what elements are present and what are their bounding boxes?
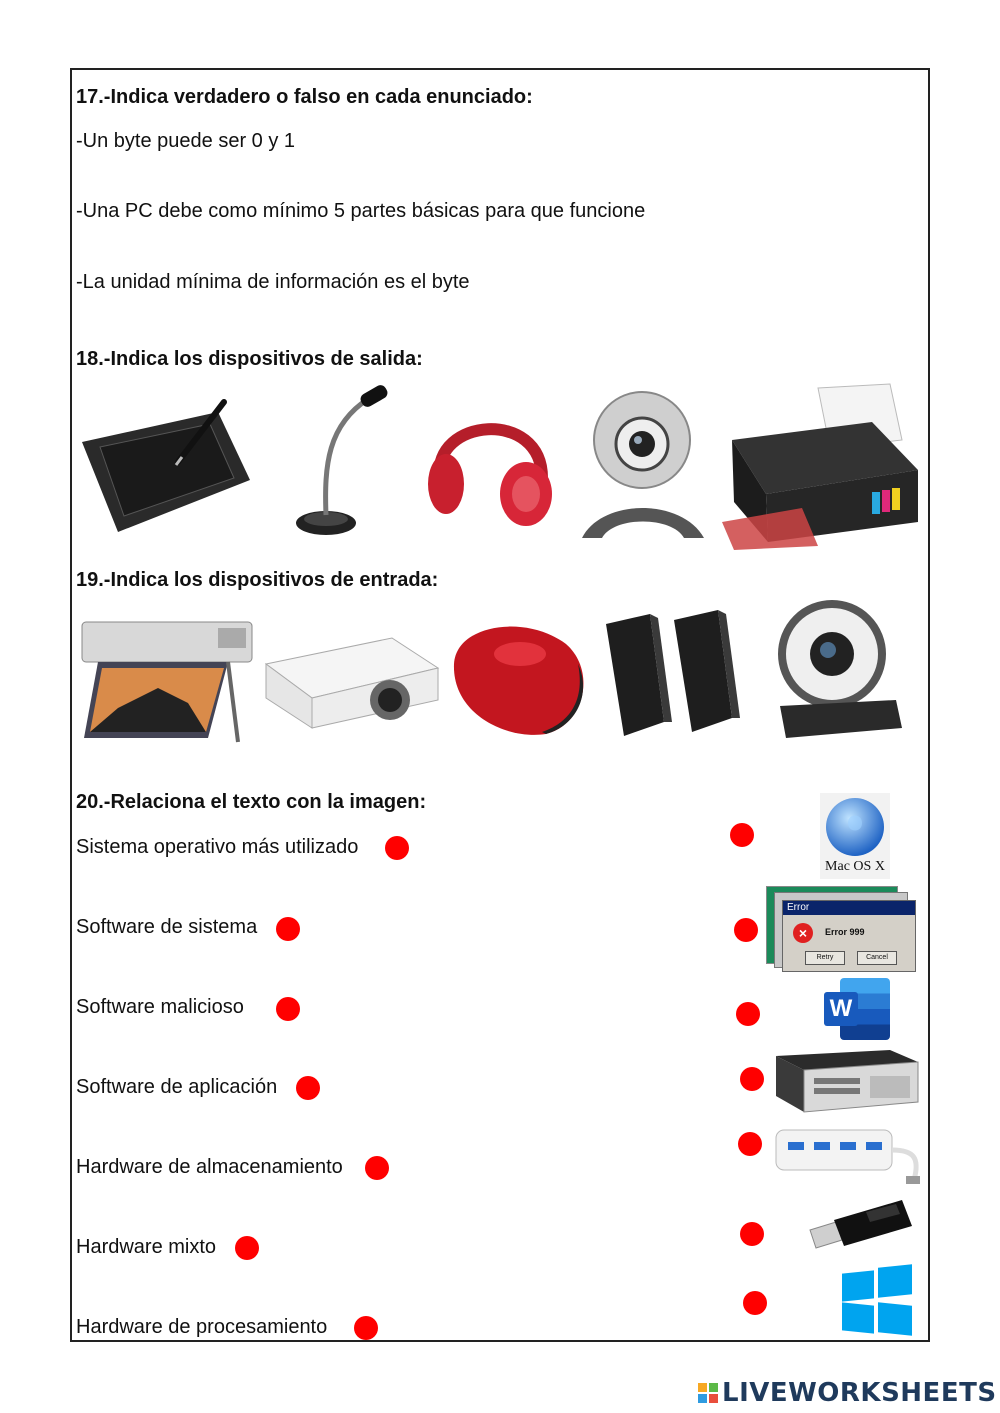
mac-os-x-label: Mac OS X (825, 859, 885, 874)
q20-title: 20.-Relaciona el texto con la imagen: (76, 791, 427, 813)
word-w-icon: W (824, 992, 858, 1026)
word-app-image[interactable] (822, 978, 892, 1042)
q20-item-3: Software malicioso (76, 996, 244, 1018)
q20-right-dot-4[interactable] (740, 1067, 764, 1091)
webcam-image[interactable] (572, 388, 714, 548)
windows-logo-image[interactable] (842, 1264, 914, 1334)
graphics-tablet-image[interactable] (78, 392, 254, 542)
q20-item-2: Software de sistema (76, 916, 258, 938)
projector-image[interactable] (262, 628, 442, 732)
liveworksheets-mark-icon (698, 1383, 718, 1403)
q20-right-dot-3[interactable] (736, 1002, 760, 1026)
mac-logo-icon (820, 793, 890, 857)
q17-statement-3[interactable]: -La unidad mínima de información es el byte (76, 271, 470, 293)
error-dialog-image[interactable] (766, 886, 916, 970)
q20-left-dot-7[interactable] (354, 1316, 378, 1340)
q20-right-dot-6[interactable] (740, 1222, 764, 1246)
q20-left-dot-5[interactable] (365, 1156, 389, 1180)
q19-title: 19.-Indica los dispositivos de entrada: (76, 569, 439, 591)
q17-title: 17.-Indica verdadero o falso en cada enunciado: (76, 86, 533, 108)
q20-left-dot-3[interactable] (276, 997, 300, 1021)
printer-image[interactable] (722, 382, 922, 550)
error-window-title: Error (783, 901, 915, 915)
q20-item-5: Hardware de almacenamiento (76, 1156, 343, 1178)
error-cancel-button: Cancel (857, 951, 897, 965)
mac-os-x-image[interactable] (820, 793, 890, 879)
q20-right-dot-2[interactable] (734, 918, 758, 942)
q20-left-dot-6[interactable] (235, 1236, 259, 1260)
q20-left-dot-1[interactable] (385, 836, 409, 860)
q20-item-1: Sistema operativo más utilizado (76, 836, 359, 858)
q20-left-dot-2[interactable] (276, 917, 300, 941)
microphone-image[interactable] (288, 385, 392, 545)
q17-statement-1[interactable]: -Un byte puede ser 0 y 1 (76, 130, 296, 152)
error-retry-button: Retry (805, 951, 845, 965)
q20-item-7: Hardware de procesamiento (76, 1316, 328, 1338)
headphones-image[interactable] (422, 398, 558, 528)
q20-item-6: Hardware mixto (76, 1236, 217, 1258)
q20-right-dot-5[interactable] (738, 1132, 762, 1156)
liveworksheets-brand-text: LIVEWORKSHEETS (722, 1378, 997, 1408)
usb-hub-image[interactable] (774, 1124, 924, 1186)
usb-flash-drive-image[interactable] (806, 1198, 916, 1250)
mouse-image[interactable] (446, 614, 594, 740)
q18-title: 18.-Indica los dispositivos de salida: (76, 348, 423, 370)
speakers-image[interactable] (602, 610, 744, 740)
plotter-image[interactable] (78, 608, 256, 748)
q20-left-dot-4[interactable] (296, 1076, 320, 1100)
q17-statement-2[interactable]: -Una PC debe como mínimo 5 partes básicas para que funcione (76, 200, 646, 222)
q20-item-4: Software de aplicación (76, 1076, 278, 1098)
q20-right-dot-7[interactable] (743, 1291, 767, 1315)
error-x-icon: × (793, 923, 813, 943)
liveworksheets-logo (698, 1378, 997, 1408)
error-message: Error 999 (825, 927, 865, 937)
desktop-cpu-image[interactable] (770, 1048, 920, 1114)
q20-right-dot-1[interactable] (730, 823, 754, 847)
ring-light-webcam-image[interactable] (776, 598, 906, 746)
